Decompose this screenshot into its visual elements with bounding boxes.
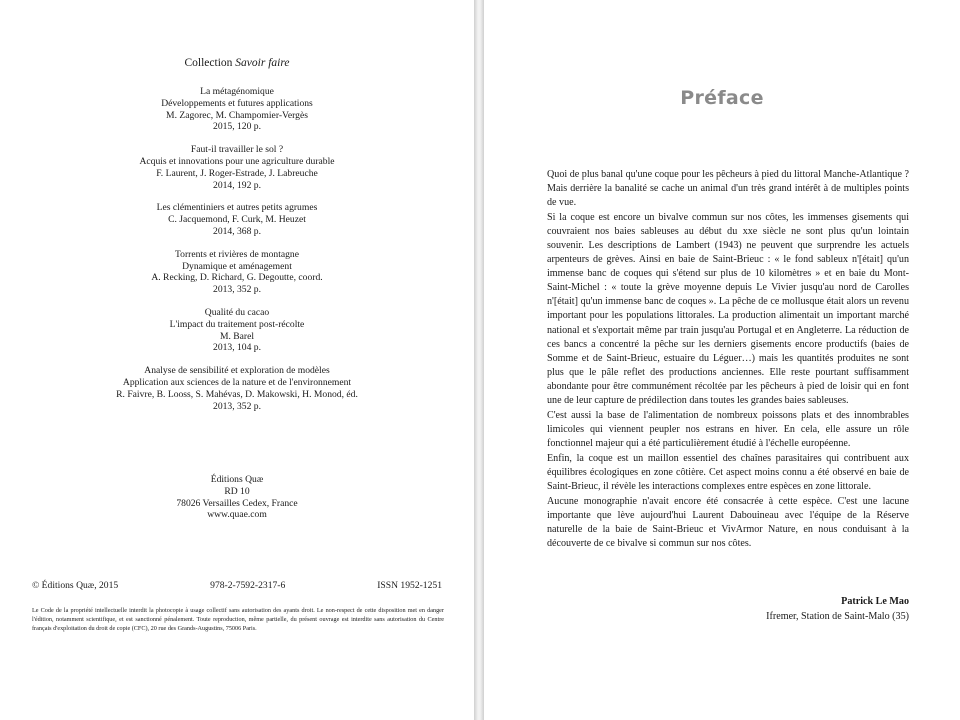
left-page — [0, 0, 474, 720]
book-subtitle: L'impact du traitement post-récolte — [169, 318, 305, 330]
book-subtitle: Dynamique et aménagement — [182, 260, 292, 272]
signature-name: Patrick Le Mao — [841, 596, 909, 607]
book-title: La métagénomique — [200, 86, 274, 97]
book-authors: M. Zagorec, M. Champomier-Vergès — [166, 109, 308, 121]
publisher-address — [0, 474, 474, 521]
legal-notice: Le Code de la propriété intellectuelle interdit la photocopie à usage collectif sans autorisation des ayants droit. Le non-respect de cette disposition met en danger l'édition, notamment scientifique, et est sanctionné pénalement. Toute reproduction, même partielle, du présent ouvrage est interdite sans autorisation du Centre français d'exploitation du droit de copie (CFC), 20 rue des Grands-Augustins, 75006 Paris. — [32, 607, 444, 632]
book-details: 2013, 352 p. — [213, 284, 261, 296]
book-details: 2013, 104 p. — [213, 342, 261, 354]
book-entry — [0, 144, 474, 191]
book-authors: C. Jacquemond, F. Curk, M. Heuzet — [168, 214, 306, 226]
book-title: Les clémentiniers et autres petits agrumes — [156, 202, 318, 214]
signature — [547, 594, 909, 624]
page-title: Préface — [680, 87, 764, 109]
book-entry — [0, 86, 474, 133]
publisher-website: www.quae.com — [207, 509, 267, 521]
copyright: © Éditions Quæ, 2015 — [32, 580, 119, 591]
book-subtitle: Acquis et innovations pour une agriculture durable — [139, 155, 335, 167]
publisher-city: 78026 Versailles Cedex, France — [176, 497, 298, 509]
book-entry — [0, 307, 474, 354]
book-details: 2014, 192 p. — [213, 179, 261, 191]
collection-title — [0, 57, 474, 69]
book-authors: M. Barel — [219, 330, 255, 342]
collection-name: Savoir faire — [235, 57, 290, 69]
book-title: Qualité du cacao — [204, 306, 270, 318]
isbn: 978-2-7592-2317-6 — [210, 580, 286, 591]
paragraph: Enfin, la coque est un maillon essentiel des chaînes parasitaires qui contribuent aux équilibres écologiques en zone côtière. Cet aspect moins connu a été observé en baie de Saint-Brieuc, il révèle les interactions complexes entre espèces en zone littorale. — [547, 452, 909, 493]
book-list — [0, 86, 474, 423]
issn: ISSN 1952-1251 — [377, 580, 442, 591]
paragraph: C'est aussi la base de l'alimentation de nombreux poissons plats et des innombrables limicoles qui viennent peupler nos estrans en hiver. En cela, elle assure un rôle fonctionnel majeur qui a été particulièrement étudié à l'échelle européenne. — [547, 409, 909, 449]
book-entry — [0, 202, 474, 237]
paragraph: Si la coque est encore un bivalve commun sur nos côtes, les immenses gisements qui couvraient nos baies sableuses au début du xxe siècle ne sont plus qu'un lointain souvenir. Les descriptions de Lambert (1943) ne peuvent que surprendre les actuels arpenteurs de grèves. Ainsi en baie de Saint-Brieuc : « le fond sableux n'[était] qu'un immense banc de coques qui s'étend sur plus de 10 kilomètres » et en baie du Mont-Saint-Michel : « toute la grève moyenne depuis Le Vivier jusqu'au nord de Carolles n'[était] qu'un immense banc de coques ». La pêche de ce mollusque était alors un revenu important pour les populations littorales. La production alimentait un important marché national et s'exportait même par train jusqu'au Portugal et en Angleterre. La réduction de ces bancs a concentré la pêche sur les derniers gisements encore productifs (baies de Somme et de Saint-Brieuc, estuaire du Léguer…) mais les quantités produites ne sont plus que le pâle reflet des productions anciennes. Elle reste pourtant suffisamment abondante pour être communément récoltée par les pêcheurs à pied de loisir qui en font une de leur capture de prédilection dans toutes les grandes baies sableuses. — [547, 212, 909, 406]
book-title: Analyse de sensibilité et exploration de modèles — [144, 365, 330, 377]
book-entry — [0, 365, 474, 412]
book-subtitle: Développements et futures applications — [161, 97, 313, 109]
preface-body — [547, 168, 909, 552]
book-details: 2015, 120 p. — [213, 121, 261, 133]
signature-affiliation: Ifremer, Station de Saint-Malo (35) — [766, 611, 909, 622]
publisher-name: Éditions Quæ — [210, 474, 264, 485]
collection-prefix: Collection — [184, 57, 233, 69]
book-gutter — [474, 0, 484, 720]
legal-identifiers — [32, 580, 442, 591]
book-authors: F. Laurent, J. Roger-Estrade, J. Labreuche — [156, 167, 318, 179]
book-details: 2014, 368 p. — [213, 225, 261, 237]
paragraph: Aucune monographie n'avait encore été consacrée à cette espèce. C'est une lacune importante que lève aujourd'hui Laurent Dabouineau avec l'équipe de la Réserve naturelle de la baie de Saint-Brieuc et VivArmor Nature, en nous conduisant à la découverte de ce bivalve si commun sur nos côtes. — [547, 496, 909, 550]
book-title: Torrents et rivières de montagne — [174, 248, 299, 260]
right-page — [484, 0, 960, 720]
book-title: Faut-il travailler le sol ? — [190, 144, 284, 156]
book-subtitle: Application aux sciences de la nature et de l'environnement — [122, 376, 352, 388]
publisher-street: RD 10 — [224, 485, 250, 497]
book-details: 2013, 352 p. — [213, 400, 261, 412]
book-authors: A. Recking, D. Richard, G. Degoutte, coord. — [151, 272, 323, 284]
book-authors: R. Faivre, B. Looss, S. Mahévas, D. Makowski, H. Monod, éd. — [116, 388, 358, 400]
paragraph: Quoi de plus banal qu'une coque pour les pêcheurs à pied du littoral Manche-Atlantique ? Mais derrière la banalité se cache un animal d'un très grand intérêt à de multiples points de vue. — [547, 169, 909, 209]
book-entry — [0, 249, 474, 296]
